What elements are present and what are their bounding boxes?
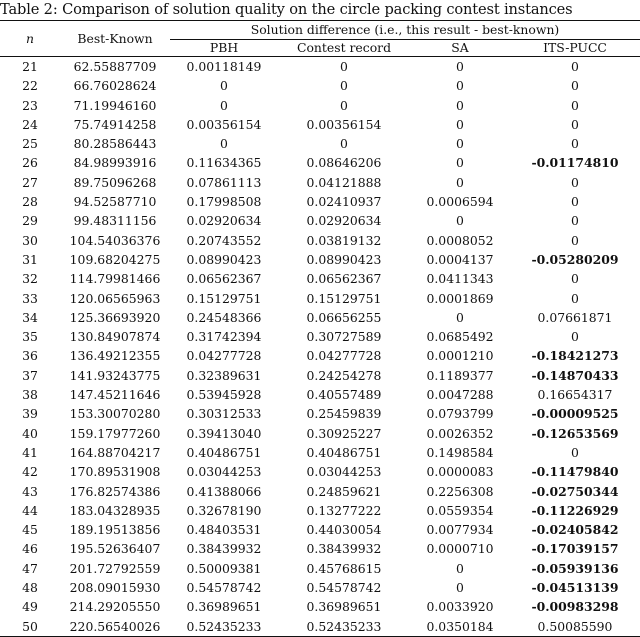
cell-pbh: 0.40486751 [186,444,262,460]
cell-best-known: 120.06565963 [69,290,161,306]
table-row [0,308,640,327]
cell-sa: 0.1498584 [426,444,494,460]
cell-contest-record: 0.44030054 [306,522,382,538]
cell-contest-record: 0.06656255 [306,309,382,325]
cell-its-pucc: 0 [571,194,579,210]
cell-pbh: 0.30312533 [186,406,262,422]
cell-best-known: 201.72792559 [69,560,161,576]
cell-its-pucc: 0 [571,174,579,190]
table-row [0,559,640,578]
cell-best-known: 104.54036376 [69,232,161,248]
cell-best-known: 159.17977260 [69,425,161,441]
cell-best-known: 89.75096268 [73,174,157,190]
table-row [0,443,640,462]
cell-n: 48 [22,580,38,596]
cell-contest-record: 0.40486751 [306,444,382,460]
cell-contest-record: 0.45768615 [306,560,382,576]
cell-contest-record: 0.38439932 [306,541,382,557]
cell-sa: 0.0000710 [426,541,494,557]
cell-best-known: 147.45211646 [69,387,161,403]
cell-pbh: 0.52435233 [170,617,278,637]
cell-n: 39 [22,406,38,422]
table-row [0,366,640,385]
cell-sa: 0 [456,155,464,171]
cell-contest-record: 0.30727589 [306,329,382,345]
cell-pbh: 0.06562367 [186,271,262,287]
cell-best-known: 84.98993916 [73,155,157,171]
cell-contest-record: 0 [340,136,348,152]
cell-pbh: 0.17998508 [186,194,262,210]
cell-pbh: 0.38439932 [186,541,262,557]
cell-contest-record: 0.02410937 [306,194,382,210]
cell-sa: 0.0006594 [426,194,494,210]
cell-sa: 0.0001869 [426,290,494,306]
table-row [0,250,640,269]
cell-best-known: 66.76028624 [73,78,157,94]
cell-sa: 0.0411343 [426,271,494,287]
cell-contest-record: 0.52435233 [278,617,410,637]
cell-pbh: 0.50009381 [186,560,262,576]
cell-pbh: 0 [220,97,228,113]
table-row [0,192,640,211]
table-row [0,269,640,288]
cell-pbh: 0.15129751 [186,290,262,306]
cell-its-pucc: 0 [571,444,579,460]
cell-its-pucc: -0.17039157 [531,541,619,557]
cell-sa: 0.0350184 [410,617,510,637]
cell-best-known: 153.30070280 [69,406,161,422]
cell-contest-record: 0 [340,97,348,113]
cell-sa: 0 [456,136,464,152]
cell-pbh: 0.36989651 [186,599,262,615]
cell-its-pucc: -0.02750344 [531,483,619,499]
cell-pbh: 0.53945928 [186,387,262,403]
cell-pbh: 0.54578742 [186,580,262,596]
cell-sa: 0.0793799 [426,406,494,422]
cell-sa: 0.0000083 [426,464,494,480]
cell-its-pucc: -0.01174810 [531,155,619,171]
header-its-pucc: ITS-PUCC [543,40,607,55]
cell-its-pucc: 0 [571,232,579,248]
cell-pbh: 0.20743552 [186,232,262,248]
cell-contest-record: 0 [278,57,410,77]
header-solution-difference: Solution difference (i.e., this result - best-known) [170,21,640,40]
cell-pbh: 0.32389631 [186,367,262,383]
table-row [0,424,640,443]
table-row [0,134,640,153]
cell-its-pucc: -0.11226929 [531,502,619,518]
table-row [0,462,640,481]
cell-n: 46 [22,541,38,557]
cell-its-pucc: 0 [571,116,579,132]
cell-best-known: 176.82574386 [69,483,161,499]
cell-best-known: 208.09015930 [69,580,161,596]
cell-pbh: 0.08990423 [186,251,262,267]
cell-n: 29 [22,213,38,229]
cell-sa: 0 [456,97,464,113]
cell-contest-record: 0.13277222 [306,502,382,518]
cell-sa: 0 [456,309,464,325]
cell-its-pucc: -0.05280209 [531,251,619,267]
cell-contest-record: 0.24859621 [306,483,382,499]
table-row [0,578,640,597]
table-row [0,57,640,77]
cell-pbh: 0.41388066 [186,483,262,499]
cell-best-known: 109.68204275 [69,251,161,267]
table-row [0,96,640,115]
table-row [0,520,640,539]
cell-contest-record: 0.03819132 [306,232,382,248]
cell-n: 41 [22,444,38,460]
cell-its-pucc: -0.00983298 [531,599,619,615]
cell-n: 26 [22,155,38,171]
cell-best-known: 75.74914258 [73,116,157,132]
cell-pbh: 0.32678190 [186,502,262,518]
table-row [0,404,640,423]
cell-pbh: 0 [220,136,228,152]
cell-n: 36 [22,348,38,364]
cell-n: 28 [22,194,38,210]
cell-contest-record: 0.04121888 [306,174,382,190]
cell-n: 27 [22,174,38,190]
cell-best-known: 195.52636407 [69,541,161,557]
cell-contest-record: 0.40557489 [306,387,382,403]
cell-best-known: 94.52587710 [73,194,157,210]
cell-contest-record: 0.00356154 [306,116,382,132]
cell-its-pucc: -0.12653569 [531,425,619,441]
header-contest-record: Contest record [296,40,392,55]
cell-sa: 0.0004137 [426,251,494,267]
cell-contest-record: 0.02920634 [306,213,382,229]
cell-its-pucc: -0.00009525 [531,406,619,422]
cell-best-known: 164.88704217 [69,444,161,460]
table-row [0,153,640,172]
cell-sa: 0 [456,213,464,229]
cell-its-pucc: 0 [571,290,579,306]
cell-n: 38 [22,387,38,403]
cell-sa: 0.2256308 [426,483,494,499]
cell-its-pucc: 0 [571,213,579,229]
cell-best-known: 220.56540026 [60,617,170,637]
cell-sa: 0.1189377 [426,367,494,383]
cell-pbh: 0.48403531 [186,522,262,538]
cell-contest-record: 0.25459839 [306,406,382,422]
cell-sa: 0.0047288 [426,387,494,403]
cell-pbh: 0 [220,78,228,94]
table-row [0,211,640,230]
cell-its-pucc: 0.16654317 [537,387,613,403]
cell-n: 30 [22,232,38,248]
cell-sa: 0 [456,78,464,94]
table-row [0,617,640,637]
cell-sa: 0 [456,174,464,190]
cell-n: 33 [22,290,38,306]
cell-contest-record: 0.08990423 [306,251,382,267]
table-header [0,21,640,57]
cell-sa: 0 [456,560,464,576]
table-caption: Table 2: Comparison of solution quality on the circle packing contest instances [0,1,573,18]
table-row [0,115,640,134]
header-n: n [0,21,60,57]
cell-its-pucc: -0.11479840 [531,464,619,480]
cell-contest-record: 0.04277728 [306,348,382,364]
cell-its-pucc: 0 [571,78,579,94]
cell-n: 45 [22,522,38,538]
cell-best-known: 170.89531908 [69,464,161,480]
table-row [0,346,640,365]
cell-sa: 0.0008052 [426,232,494,248]
header-sa: SA [451,40,469,55]
table-row [0,482,640,501]
cell-contest-record: 0.15129751 [306,290,382,306]
cell-pbh: 0.03044253 [186,464,262,480]
header-row-group [0,21,640,40]
cell-its-pucc: -0.14870433 [531,367,619,383]
cell-best-known: 71.19946160 [73,97,157,113]
cell-n: 37 [22,367,38,383]
cell-its-pucc: 0 [571,136,579,152]
cell-sa: 0 [456,116,464,132]
cell-best-known: 214.29205550 [69,599,161,615]
table-row [0,539,640,558]
cell-sa: 0.0685492 [426,329,494,345]
table-row [0,231,640,250]
table-row [0,173,640,192]
cell-n: 35 [22,329,38,345]
cell-pbh: 0.31742394 [186,329,262,345]
cell-sa: 0 [410,57,510,77]
cell-n: 34 [22,309,38,325]
table-body [0,57,640,637]
cell-sa: 0.0077934 [426,522,494,538]
cell-contest-record: 0.24254278 [306,367,382,383]
cell-best-known: 80.28586443 [73,136,157,152]
cell-pbh: 0.24548366 [186,309,262,325]
cell-n: 24 [22,116,38,132]
cell-contest-record: 0.08646206 [306,155,382,171]
cell-its-pucc: 0 [571,97,579,113]
cell-n: 23 [22,97,38,113]
cell-sa: 0 [456,580,464,596]
cell-its-pucc: 0.50085590 [510,617,640,637]
cell-pbh: 0.11634365 [186,155,262,171]
cell-best-known: 183.04328935 [69,502,161,518]
cell-n: 32 [22,271,38,287]
cell-pbh: 0.00356154 [186,116,262,132]
cell-contest-record: 0 [340,78,348,94]
cell-n: 50 [0,617,60,637]
cell-n: 47 [22,560,38,576]
cell-n: 42 [22,464,38,480]
cell-n: 40 [22,425,38,441]
cell-best-known: 99.48311156 [73,213,157,229]
cell-contest-record: 0.30925227 [306,425,382,441]
cell-contest-record: 0.06562367 [306,271,382,287]
table-row [0,76,640,95]
cell-n: 49 [22,599,38,615]
cell-best-known: 114.79981466 [69,271,161,287]
cell-best-known: 62.55887709 [60,57,170,77]
cell-pbh: 0.07861113 [186,174,262,190]
header-best-known: Best-Known [60,21,170,57]
cell-n: 22 [22,78,38,94]
table-row [0,385,640,404]
cell-pbh: 0.02920634 [186,213,262,229]
table-row [0,289,640,308]
cell-pbh: 0.04277728 [186,348,262,364]
cell-its-pucc: -0.05939136 [531,560,619,576]
cell-sa: 0.0033920 [426,599,494,615]
cell-contest-record: 0.03044253 [306,464,382,480]
cell-contest-record: 0.54578742 [306,580,382,596]
table-row [0,501,640,520]
cell-n: 44 [22,502,38,518]
cell-sa: 0.0001210 [426,348,494,364]
header-pbh: PBH [209,40,239,55]
cell-its-pucc: -0.02405842 [531,522,619,538]
table-row [0,597,640,616]
cell-its-pucc: 0 [510,57,640,77]
cell-best-known: 141.93243775 [69,367,161,383]
cell-its-pucc: 0 [571,271,579,287]
cell-best-known: 136.49212355 [69,348,161,364]
cell-pbh: 0.39413040 [186,425,262,441]
cell-n: 21 [0,57,60,77]
cell-its-pucc: -0.04513139 [531,580,619,596]
results-table [0,20,640,637]
cell-contest-record: 0.36989651 [306,599,382,615]
cell-best-known: 189.19513856 [69,522,161,538]
cell-n: 43 [22,483,38,499]
cell-n: 25 [22,136,38,152]
cell-pbh: 0.00118149 [170,57,278,77]
cell-its-pucc: 0.07661871 [537,309,613,325]
cell-best-known: 125.36693920 [69,309,161,325]
cell-sa: 0.0559354 [426,502,494,518]
cell-its-pucc: 0 [571,329,579,345]
cell-n: 31 [22,251,38,267]
cell-its-pucc: -0.18421273 [531,348,619,364]
table-row [0,327,640,346]
cell-sa: 0.0026352 [426,425,494,441]
cell-best-known: 130.84907874 [69,329,161,345]
